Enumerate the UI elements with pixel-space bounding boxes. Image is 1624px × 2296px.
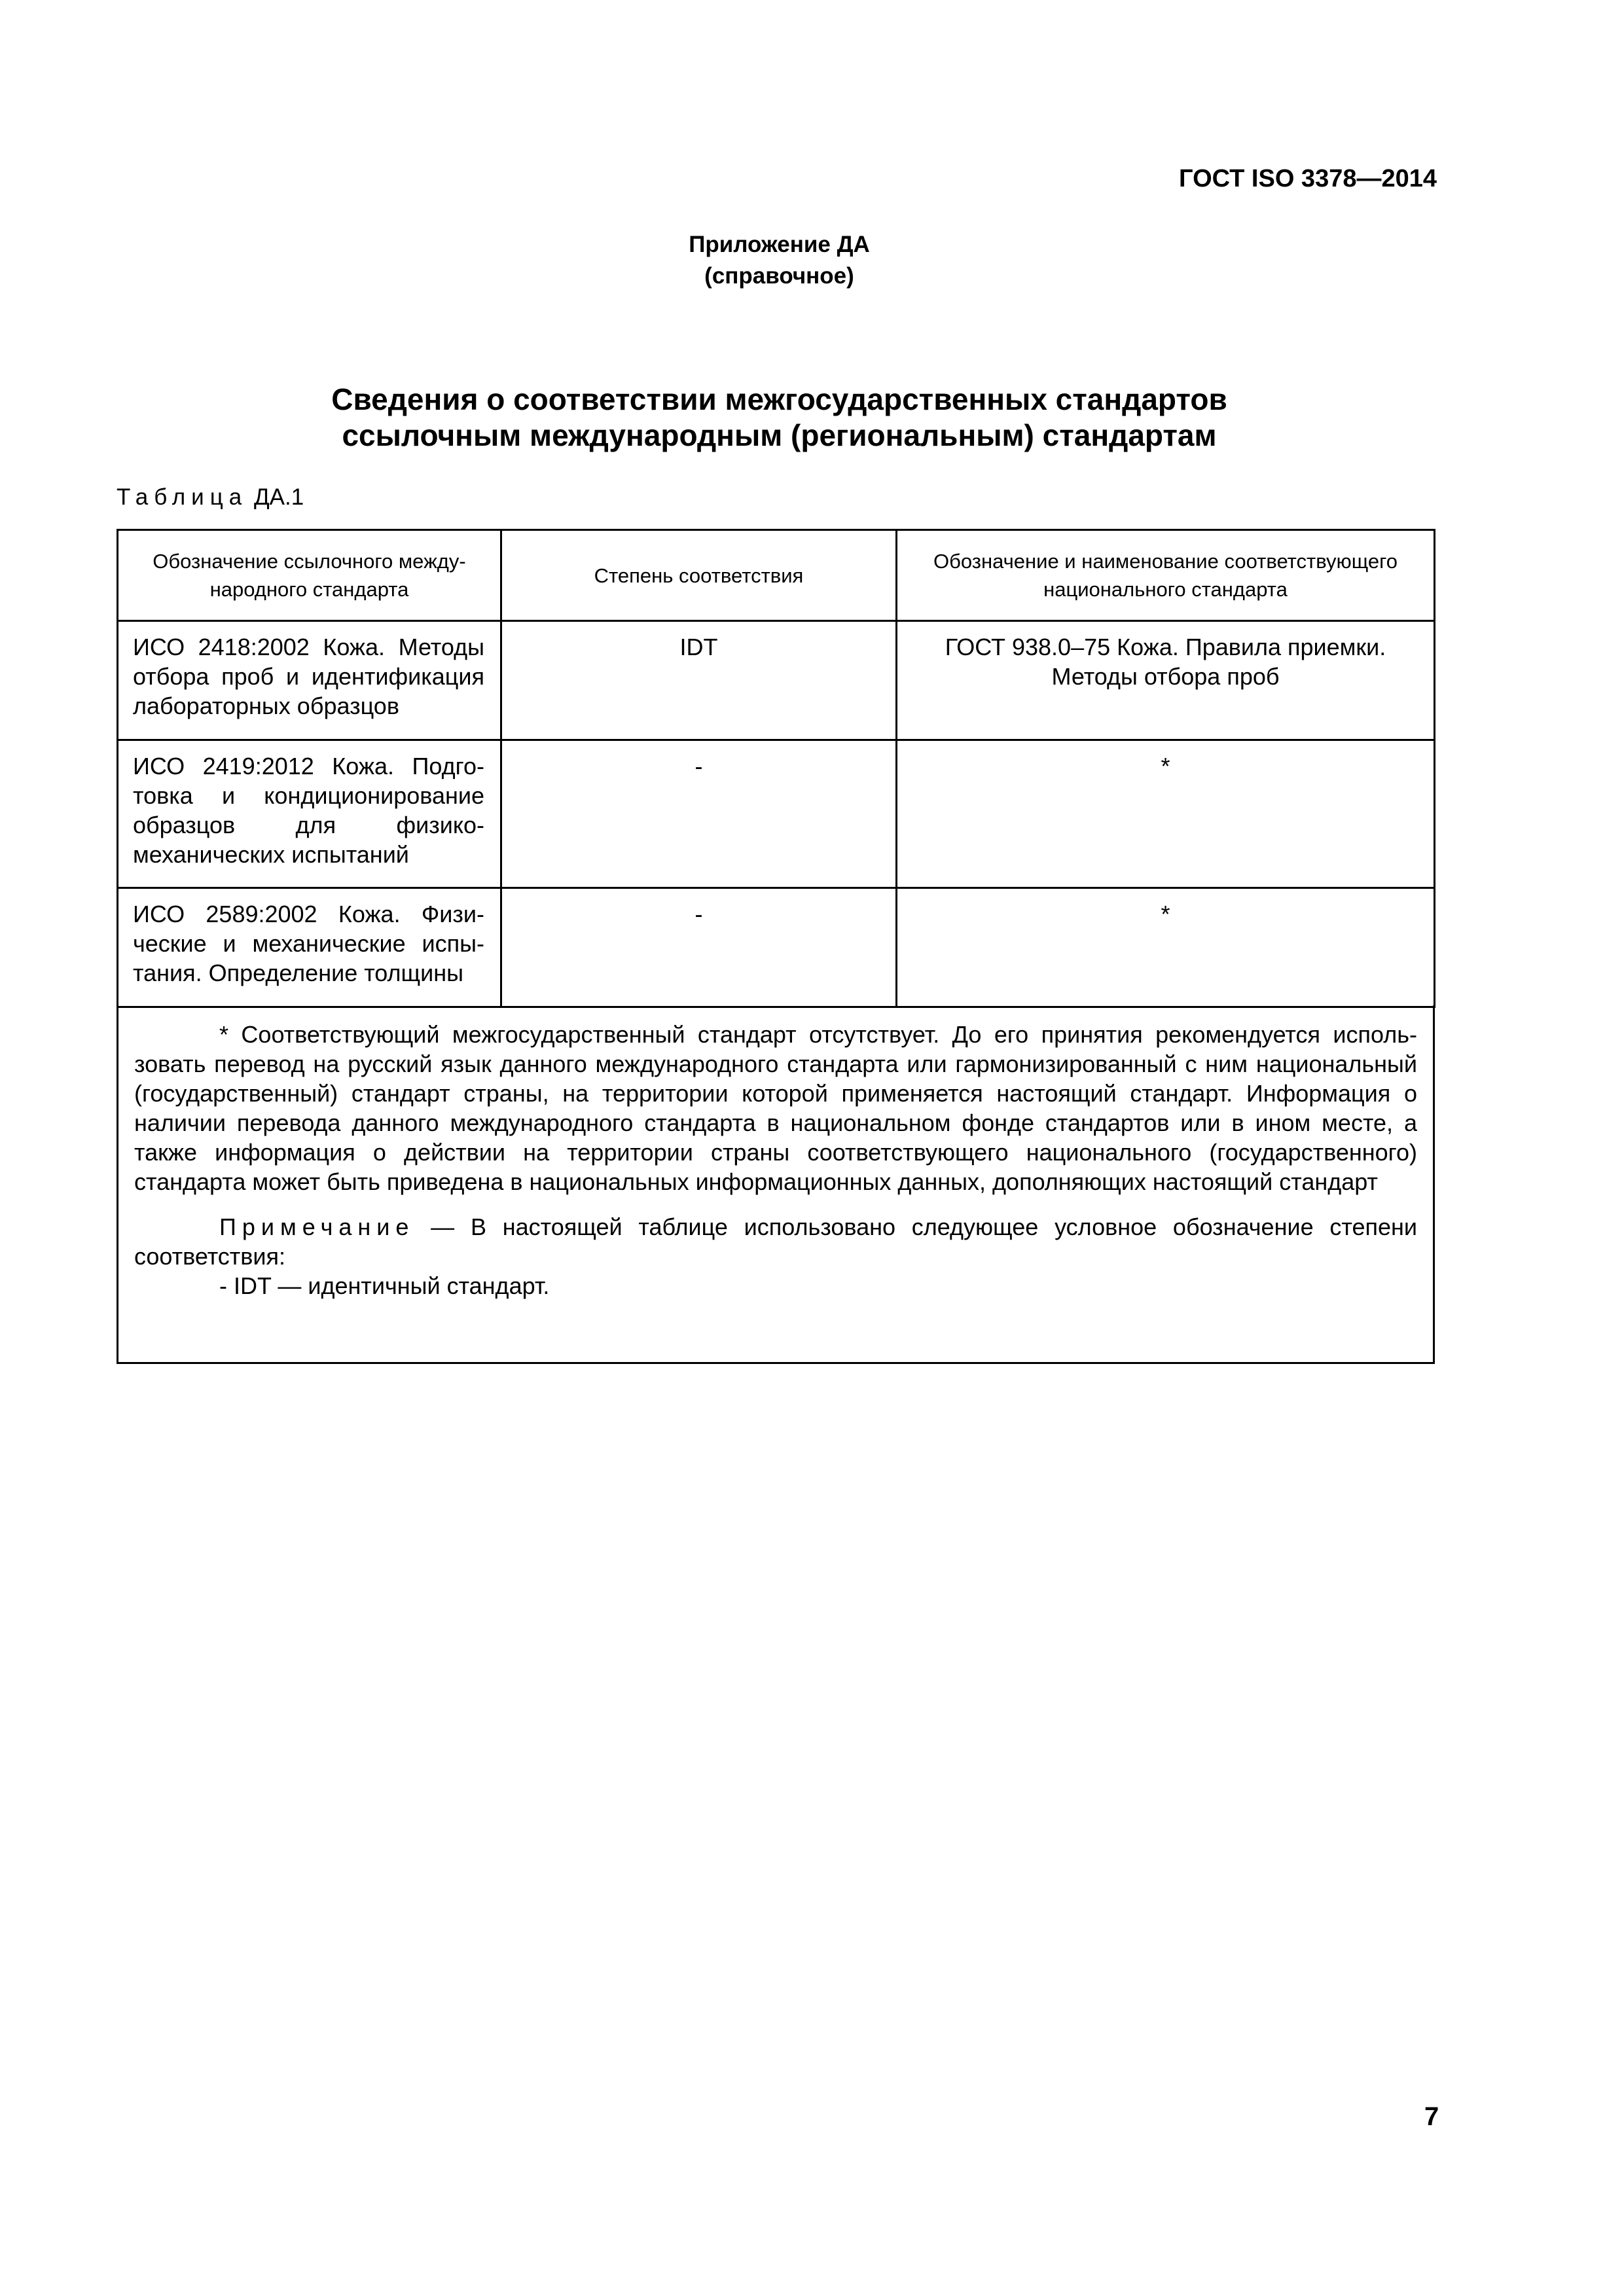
table-header-row [118, 530, 1435, 621]
table-label-number: ДА.1 [253, 484, 304, 510]
appendix-title: Приложение ДА [689, 232, 870, 257]
correspondence-table [117, 529, 1435, 1008]
document-title [0, 382, 1559, 454]
header-international-standard: Обозначение ссылочного между- народного стандарта [118, 530, 501, 621]
cell-international: ИСО 2418:2002 Кожа. Методы отбора проб и идентификация лабораторных образцов [118, 621, 501, 740]
cell-national: ГОСТ 938.0–75 Кожа. Правила приемки. Методы отбора проб [897, 621, 1435, 740]
cell-degree: IDT [501, 621, 897, 740]
table-row [118, 888, 1435, 1007]
cell-international: ИСО 2419:2012 Кожа. Подготовка и кондиционирование образцов для физикомеханических испытаний [118, 740, 501, 888]
title-line-1: Сведения о соответствии межгосударственных стандартов [331, 382, 1227, 416]
cell-degree: - [501, 740, 897, 888]
table-label-word: Таблица [117, 484, 248, 510]
note-label: Примечание [219, 1213, 415, 1240]
page-number: 7 [1424, 2102, 1439, 2131]
cell-degree: - [501, 888, 897, 1007]
cell-international: ИСО 2589:2002 Кожа. Физические и механические испытания. Определение толщины [118, 888, 501, 1007]
note [134, 1212, 1417, 1271]
note-text: — В настоящей таблице использовано следующее условное обозначение степени соответствия: [134, 1213, 1417, 1270]
header-national-standard: Обозначение и наименование соответствующего национального стандарта [897, 530, 1435, 621]
appendix-type: (справочное) [704, 263, 854, 289]
table-row [118, 621, 1435, 740]
table-label [117, 484, 304, 511]
note-item: - IDT — идентичный стандарт. [219, 1272, 550, 1299]
footnote: * Соответствующий межгосударственный стандарт отсутствует. До его принятия рекомендуется использовать перевод на русский язык данного международного стандарта или гармонизированный с ним национальный (государственный) стандарт страны, на территории которой применяется настоящий стандарт. Информация о наличии перевода данного международного стандарта в национальном фонде стандартов или в ином месте, а также информация о действии на территории страны соответствующего национального (государственного) стандарта может быть приведена в национальных информационных данных, дополняющих настоящий стандарт [134, 1021, 1417, 1195]
cell-national: * [897, 888, 1435, 1007]
document-code: ГОСТ ISO 3378—2014 [1179, 165, 1437, 192]
title-line-2: ссылочным международным (региональным) стандартам [342, 418, 1217, 452]
appendix-heading [0, 229, 1559, 292]
table-row [118, 740, 1435, 888]
table-notes [117, 1005, 1435, 1364]
cell-national: * [897, 740, 1435, 888]
header-degree: Степень соответствия [501, 530, 897, 621]
